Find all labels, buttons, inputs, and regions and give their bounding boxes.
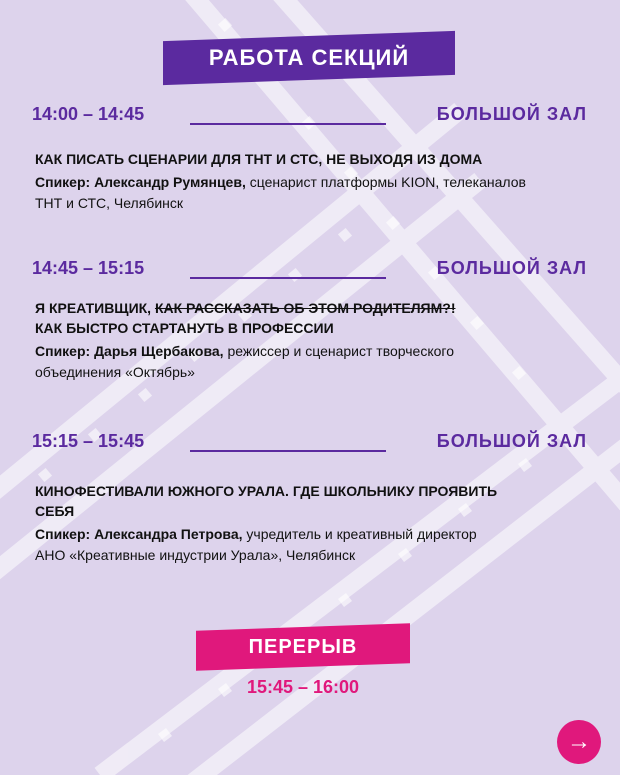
break-label: ПЕРЕРЫВ bbox=[248, 636, 358, 658]
session-1-title: КАК ПИСАТЬ СЦЕНАРИИ ДЛЯ ТНТ И СТС, НЕ ВЫХОДЯ ИЗ ДОМА bbox=[35, 151, 483, 167]
strikethrough-text: КАК РАССКАЗАТЬ ОБ ЭТОМ РОДИТЕЛЯМ?! bbox=[154, 300, 456, 316]
session-1-speaker: Спикер: Александр Румянцев, сценарист платформы KION, телеканалов ТНТ и СТС, Челябинск bbox=[35, 174, 526, 211]
session-3-timeslot bbox=[32, 431, 587, 457]
session-2-time: 14:45 – 15:15 bbox=[32, 258, 145, 278]
session-1-room: БОЛЬШОЙ ЗАЛ bbox=[436, 104, 587, 124]
arrow-right-icon: → bbox=[567, 728, 591, 755]
session-1-speaker-name: Спикер: Александр Румянцев, bbox=[35, 174, 246, 190]
session-2-speaker-name: Спикер: Дарья Щербакова, bbox=[35, 343, 224, 359]
session-2-speaker: Спикер: Дарья Щербакова, режиссер и сценарист творческого объединения «Октябрь» bbox=[35, 343, 454, 380]
session-2-room: БОЛЬШОЙ ЗАЛ bbox=[436, 258, 587, 278]
session-3-title: КИНОФЕСТИВАЛИ ЮЖНОГО УРАЛА. ГДЕ ШКОЛЬНИКУ ПРОЯВИТЬ СЕБЯ bbox=[35, 483, 498, 519]
session-1-timeslot bbox=[32, 104, 587, 130]
divider-line bbox=[190, 277, 386, 279]
session-2-title: Я КРЕАТИВЩИК, КАК РАССКАЗАТЬ ОБ ЭТОМ РОДИТЕЛЯМ?! КАК БЫСТРО СТАРТАНУТЬ В ПРОФЕССИИ bbox=[35, 300, 456, 336]
session-2-timeslot bbox=[32, 258, 587, 284]
page-title: РАБОТА СЕКЦИЙ bbox=[208, 45, 410, 70]
session-3-room: БОЛЬШОЙ ЗАЛ bbox=[436, 431, 587, 451]
break-time: 15:45 – 16:00 bbox=[246, 677, 360, 697]
divider-line bbox=[190, 123, 386, 125]
session-3-speaker: Спикер: Александра Петрова, учредитель и креативный директор АНО «Креативные индустрии Урала», Челябинск bbox=[35, 526, 477, 563]
break-badge bbox=[196, 623, 410, 670]
session-3-speaker-name: Спикер: Александра Петрова, bbox=[35, 526, 243, 542]
session-1-time: 14:00 – 14:45 bbox=[32, 104, 145, 124]
next-button[interactable] bbox=[557, 720, 601, 764]
session-3-time: 15:15 – 15:45 bbox=[32, 431, 145, 451]
divider-line bbox=[190, 450, 386, 452]
